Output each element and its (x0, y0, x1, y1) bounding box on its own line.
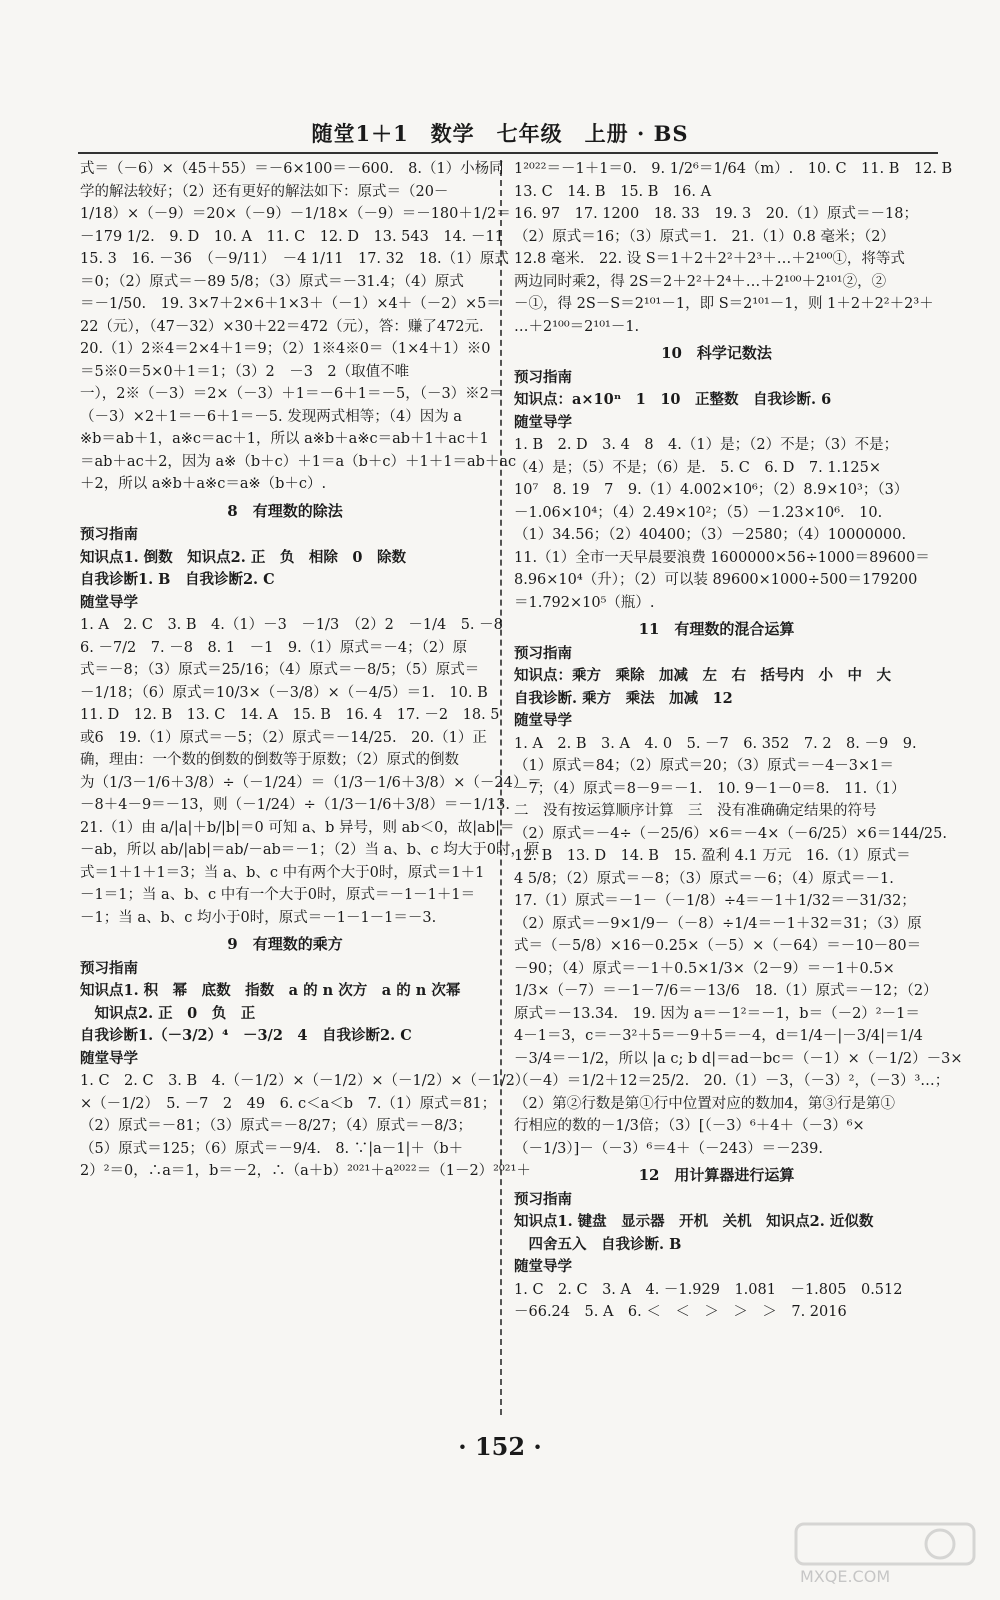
answer-line: ＋2，所以 a※b＋a※c＝a※（b＋c）. (80, 476, 327, 492)
page-header-title: 随堂1＋1 数学 七年级 上册 · BS (311, 121, 689, 146)
answer-line: 式＝－8；（3）原式＝25/16；（4）原式＝－8/5；（5）原式＝ (80, 662, 480, 678)
answer-line: 10⁷ 8. 19 7 9.（1）4.002×10⁶；（2）8.9×10³；（3） (514, 482, 909, 498)
answer-line: 15. 3 16. －36 （－9/11） －4 1/11 17. 32 18.（1）原式 (80, 251, 509, 267)
answer-line: 1. C 2. C 3. A 4. －1.929 1.081 －1.805 0.512 (514, 1281, 903, 1298)
subheading-line: 预习指南 (80, 526, 138, 543)
answer-line: 原式＝－13.34. 19. 因为 a＝－1²＝－1，b＝（－2）²－1＝ (514, 1005, 920, 1022)
answer-line: 17.（1）原式＝－1－（－1/8）÷4＝－1＋1/32＝－31/32； (514, 893, 916, 909)
answer-line: 4－1＝3，c＝－3²＋5＝－9＋5＝－4，d＝1/4－|－3/4|＝1/4 (514, 1028, 923, 1044)
answer-line: 21.（1）由 a/|a|＋b/|b|＝0 可知 a、b 异号，则 ab＜0，故|ab|＝ (80, 819, 515, 836)
left-column (80, 158, 542, 1183)
answer-line: －1＝1；当 a、b、c 中有一个大于0时，原式＝－1－1＋1＝ (80, 887, 476, 903)
section-title: 8 有理数的除法 (227, 501, 343, 520)
answer-line: （4）是；（5）不是；（6）是. 5. C 6. D 7. 1.125× (514, 459, 881, 476)
answer-line: ＝5※0＝5×0＋1＝1；（3）2 －3 2（取值不唯 (80, 363, 410, 380)
answer-line: 11.（1）全市一天早晨要浪费 1600000×56÷1000＝89600＝ (514, 549, 930, 566)
section-title: 9 有理数的乘方 (227, 935, 343, 953)
answer-line: 行相应的数的－1/3倍；（3）[（－3）⁶＋4＋（－3）⁶× (514, 1118, 865, 1134)
answer-line: ＝0；（2）原式＝－89 5/8；（3）原式＝－31.4；（4）原式 (80, 273, 464, 290)
answer-line: 1. B 2. D 3. 4 8 4.（1）是；（2）不是；（3）不是； (514, 437, 899, 453)
answer-line: ＝1.792×10⁵（瓶）. (514, 594, 655, 611)
subheading-line: 知识点1. 积 幂 底数 指数 a 的 n 次方 a 的 n 次幂 (80, 982, 461, 999)
answer-line: －3/4＝－1/2，所以 |a c; b d|＝ad－bc＝（－1）×（－1/2）－3× (514, 1050, 963, 1067)
watermark-logo (790, 1518, 980, 1588)
subheading-line: 预习指南 (514, 1190, 572, 1208)
answer-line: 16. 97 17. 1200 18. 33 19. 3 20.（1）原式＝－18； (514, 206, 918, 222)
answer-line: 式＝1＋1＋1＝3；当 a、b、c 中有两个大于0时，原式＝1＋1 (80, 864, 485, 881)
answer-line: （2）原式＝－9×1/9－（－8）÷1/4＝－1＋32＝31；（3）原 (514, 915, 922, 932)
section-title: 12 用计算器进行运算 (638, 1166, 795, 1184)
subheading-line: 知识点1. 键盘 显示器 开机 关机 知识点2. 近似数 (514, 1213, 874, 1230)
subheading-line: 自我诊断. 乘方 乘法 加减 12 (514, 689, 733, 707)
answer-line: （1）原式＝84；（2）原式＝20；（3）原式＝－4－3×1＝ (514, 758, 894, 774)
subheading-line: 随堂导学 (514, 1258, 572, 1275)
answer-line: －90；（4）原式＝－1＋0.5×1/3×（2－9）＝－1＋0.5× (514, 960, 895, 977)
answer-line: 6. －7/2 7. －8 8. 1 －1 9.（1）原式＝－4；（2）原 (80, 639, 468, 656)
subheading-line: 随堂导学 (80, 1049, 138, 1067)
answer-line: 一），2※（－3）＝2×（－3）＋1＝－6＋1＝－5，（－3）※2＝ (80, 386, 504, 402)
answer-line: 12.8 毫米. 22. 设 S＝1＋2＋2²＋2³＋…＋2¹⁰⁰①，将等式 (514, 251, 905, 267)
right-column (514, 158, 963, 1324)
answer-line: 确，理由：一个数的倒数的倒数等于原数；（2）原式的倒数 (80, 752, 459, 768)
subheading-line: 知识点2. 正 0 负 正 (80, 1004, 256, 1022)
subheading-line: 自我诊断1. B 自我诊断2. C (80, 571, 275, 588)
header-rule (78, 152, 938, 154)
answer-line: 1/18）×（－9）＝20×（－9）－1/18×（－9）＝－180＋1/2＝ (80, 206, 511, 222)
answer-line: 12. B 13. D 14. B 15. 盈利 4.1 万元 16.（1）原式＝ (514, 848, 911, 864)
answer-line: －1.06×10⁴；（4）2.49×10²；（5）－1.23×10⁶. 10. (514, 504, 883, 521)
answer-line: 学的解法较好；（2）还有更好的解法如下：原式＝（20－ (80, 183, 449, 200)
answer-line: （1）34.56；（2）40400；（3）－2580；（4）10000000. (514, 527, 907, 543)
answer-line: －①，得 2S－S＝2¹⁰¹－1，即 S＝2¹⁰¹－1，则 1＋2＋2²＋2³＋ (514, 296, 934, 312)
answer-line: 8.96×10⁴（升）；（2）可以装 89600×1000÷500＝179200 (514, 572, 918, 588)
answer-line: 两边同时乘2，得 2S＝2＋2²＋2⁴＋…＋2¹⁰⁰＋2¹⁰¹②，② (514, 273, 887, 290)
answer-line: －7；（4）原式＝8－9＝－1. 10. 9－1－0＝8. 11.（1） (514, 780, 906, 797)
answer-line: （－4）＝1/2＋12＝25/2. 20.（1）－3，（－3）²，（－3）³…； (514, 1073, 950, 1089)
answer-line: 1. A 2. C 3. B 4.（1）－3 －1/3 （2）2 －1/4 5. －8 (80, 617, 503, 633)
answer-line: （5）原式＝125；（6）原式＝－9/4. 8. ∵|a－1|＋（b＋ (80, 1140, 464, 1157)
answer-line: 2）²＝0，∴a＝1，b＝－2，∴（a＋b）²⁰²¹＋a²⁰²²＝（1－2）²⁰²¹＋ (80, 1163, 531, 1179)
subheading-line: 知识点：a×10ⁿ 1 10 正整数 自我诊断. 6 (514, 391, 832, 408)
answer-line: 式＝（－5/8）×16－0.25×（－5）×（－64）＝－10－80＝ (514, 938, 922, 954)
answer-line: 13. C 14. B 15. B 16. A (514, 183, 712, 200)
section-title: 10 科学记数法 (661, 344, 772, 362)
subheading-line: 随堂导学 (80, 593, 138, 611)
answer-line: 22（元），（47－32）×30＋22＝472（元），答：赚了472元. (80, 318, 484, 335)
subheading-line: 预习指南 (80, 959, 138, 977)
answer-line: －1/18；（6）原式＝10/3×（－3/8）×（－4/5）＝1. 10. B (80, 684, 488, 701)
answer-line: 或6 19.（1）原式＝－5；（2）原式＝－14/25. 20.（1）正 (80, 729, 487, 746)
subheading-line: 预习指南 (514, 368, 572, 386)
subheading-line: 知识点1. 倒数 知识点2. 正 负 相除 0 除数 (80, 548, 406, 566)
watermark-url: MXQE.COM (800, 1567, 891, 1586)
answer-line: ※b＝ab＋1，a※c＝ac＋1，所以 a※b＋a※c＝ab＋1＋ac＋1 (80, 431, 489, 447)
answer-line: 11. D 12. B 13. C 14. A 15. B 16. 4 17. －2 18. 5 (80, 707, 500, 723)
answer-line: 为（1/3－1/6＋3/8）÷（－1/24）＝（1/3－1/6＋3/8）×（－24）＝ (80, 774, 542, 791)
answer-line: 1. A 2. B 3. A 4. 0 5. －7 6. 352 7. 2 8. －9 9. (514, 735, 917, 752)
subheading-line: 自我诊断1.（－3/2）⁴ －3/2 4 自我诊断2. C (80, 1027, 412, 1044)
answer-line: ×（－1/2） 5. －7 2 49 6. c＜a＜b 7.（1）原式＝81； (80, 1095, 497, 1112)
subheading-line: 四舍五入 自我诊断. B (514, 1235, 682, 1253)
answer-line: （2）第②行数是第①行中位置对应的数加4，第③行是第① (514, 1095, 895, 1112)
answer-line: （2）原式＝－4÷（－25/6）×6＝－4×（－6/25）×6＝144/25. (514, 825, 947, 842)
answer-line: －ab，所以 ab/|ab|＝ab/－ab＝－1；（2）当 a、b、c 均大于0时，原 (80, 842, 540, 858)
subheading-line: 随堂导学 (514, 712, 572, 729)
page-number: · 152 · (458, 1432, 542, 1461)
answer-line: 1. C 2. C 3. B 4.（－1/2）×（－1/2）×（－1/2）×（－1/2） (80, 1073, 530, 1089)
answer-line: 1/3×（－7）＝－1－7/6＝－13/6 18.（1）原式＝－12；（2） (514, 983, 938, 999)
answer-line: 式＝（－6）×（45＋55）＝－6×100＝－600. 8.（1）小杨同 (80, 161, 504, 177)
answer-line: ＝ab＋ac＋2，因为 a※（b＋c）＋1＝a（b＋c）＋1＋1＝ab＋ac (80, 453, 517, 470)
answer-line: 1²⁰²²＝－1＋1＝0. 9. 1/2⁶＝1/64（m）. 10. C 11. B 12. B (514, 161, 953, 177)
answer-line: （2）原式＝16；（3）原式＝1. 21.（1）0.8 毫米；（2） (514, 228, 895, 245)
answer-line: －8＋4－9＝－13，则（－1/24）÷（1/3－1/6＋3/8）＝－1/13. (80, 797, 511, 813)
subheading-line: 知识点：乘方 乘除 加减 左 右 括号内 小 中 大 (514, 667, 891, 684)
answer-line: 20.（1）2※4＝2×4＋1＝9；（2）1※4※0＝（1×4＋1）※0 (80, 341, 491, 357)
answer-line: （－3）×2＋1＝－6＋1＝－5. 发现两式相等；（4）因为 a (80, 408, 462, 425)
answer-line: 4 5/8；（2）原式＝－8；（3）原式＝－6；（4）原式＝－1. (514, 870, 894, 887)
answer-line: …＋2¹⁰⁰＝2¹⁰¹－1. (514, 318, 640, 335)
answer-line: 二 没有按运算顺序计算 三 没有准确确定结果的符号 (514, 803, 877, 819)
answer-line: －66.24 5. A 6. ＜ ＜ ＞ ＞ ＞ 7. 2016 (514, 1304, 847, 1320)
answer-line: ＝－1/50. 19. 3×7＋2×6＋1×3＋（－1）×4＋（－2）×5＝ (80, 296, 501, 312)
answer-line: （2）原式＝－81；（3）原式＝－8/27；（4）原式＝－8/3； (80, 1118, 473, 1134)
section-title: 11 有理数的混合运算 (638, 620, 795, 638)
answer-line: （－1/3）]－（－3）⁶＝4＋（－243）＝－239. (514, 1140, 823, 1157)
answer-line: －1；当 a、b、c 均小于0时，原式＝－1－1－1＝－3. (80, 909, 437, 926)
answer-line: －179 1/2. 9. D 10. A 11. C 12. D 13. 543 14. －11 (80, 228, 504, 245)
subheading-line: 预习指南 (514, 644, 572, 662)
subheading-line: 随堂导学 (514, 413, 572, 431)
